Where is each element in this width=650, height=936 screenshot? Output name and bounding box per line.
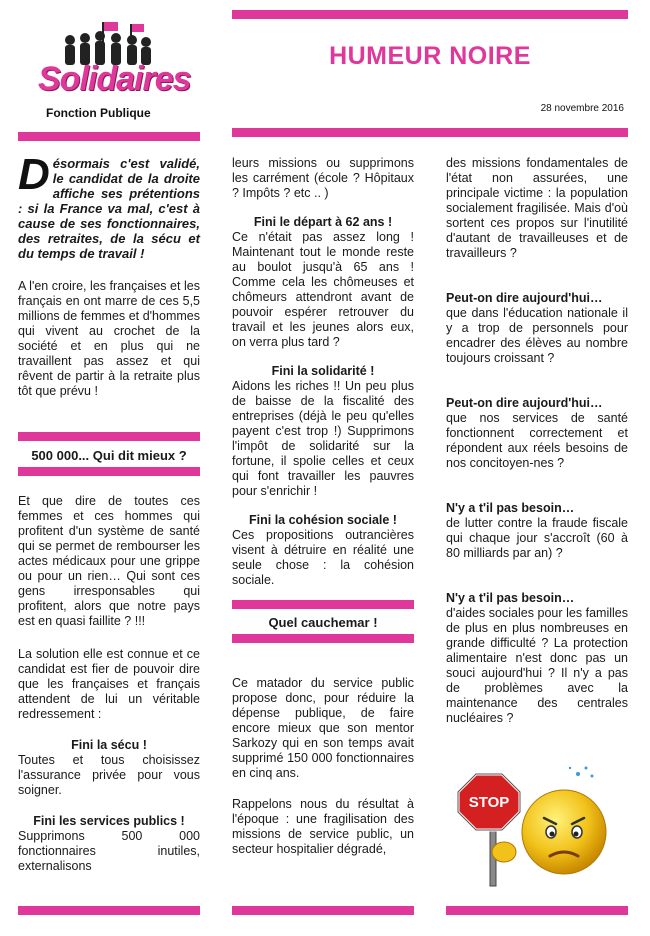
drop-cap: D [18,150,50,199]
intro-paragraph: A l'en croire, les françaises et les français en ont marre de ces 5,5 millions de femmes et d'hommes qui vivent au crochet de la société et en plus qui ne travaillent pas assez et qui rêvent de partir à la retraite plus tôt que prévu ! [18,279,200,398]
continued-paragraph-3: des missions fondamentales de l'état non assurées, une principale victime : la population socialement fragilisée. Mais d'où sortent ces propos sur l'inutilité d'autant de travailleuses et de travailleurs ? [446,156,628,260]
question-1-head: Peut-on dire aujourd'hui… [446,291,603,305]
heading-fini-services: Fini les services publics ! [33,814,185,828]
services-paragraph: Supprimons 500 000 fonctionnaires inutiles, externalisons [18,829,200,873]
question-4-head: N'y a t'il pas besoin… [446,591,575,605]
footer-bar-col2 [232,906,414,915]
section-bar-top-col2 [232,600,414,609]
stop-smiley-illustration [446,752,628,892]
column-2-lower [232,676,414,857]
publication-date: 28 novembre 2016 [540,103,624,114]
question-3-head: N'y a t'il pas besoin… [446,501,575,515]
cohesion-paragraph: Ces propositions outrancières visent à détruire en réalité une seule chose : la cohésion sociale. [232,528,414,587]
column-3 [446,156,628,726]
section-bar-bottom-col2 [232,634,414,643]
header-divider-left [18,132,200,141]
column-1-lower [18,494,200,874]
lead-text: ésormais c'est validé, le candidat de la droite affiche ses prétentions : si la France va mal, c'est à cause de ses fonctionnaires, des retraites, de la sécu et du temps de travail ! [18,156,200,261]
matador-paragraph: Ce matador du service public propose donc, pour réduire la dépense publique, de faire encore mieux que son mentor Sarkozy qui en son temps avait supprimé 150 000 fonctionnaires en cinq ans. [232,676,414,780]
solidarite-paragraph: Aidons les riches !! Un peu plus de baisse de la fiscalité des entreprises (déjà le peu qu'elles payent c'est trop !) Supprimons l'impôt de solidarité sur la fortune, il spolie celles et ceux qui font travailler les pauvres pour s'enrichir ! [232,379,414,498]
heading-fini-solidarite: Fini la solidarité ! [271,364,375,378]
smiley-face-icon [522,790,606,874]
heading-fini-secu: Fini la sécu ! [71,738,147,752]
secu-paragraph: Toutes et tous choisissez l'assurance privée pour vous soigner. [18,753,200,797]
solidaires-logo [30,18,190,128]
solution-paragraph: La solution elle est connue et ce candidat est fier de pouvoir dire que les françaises et français attendent de lui un véritable redressement : [18,647,200,721]
lead-paragraph [18,150,200,261]
header-divider-right [232,128,628,137]
page-title: HUMEUR NOIRE [329,42,531,70]
section-title-cauchemar: Quel cauchemar ! [268,615,378,630]
question-4-body: d'aides sociales pour les familles de plus en plus nombreuses en grande difficulté ? La protection alimentaire n'est donc pas un souci aujourd'hui ? Il n'y a pas de problèmes avec la maintenance des centrales nucléaires ? [446,606,628,725]
footer-bar-col1 [18,906,200,915]
sparkle-icon [569,767,594,778]
top-bar-right [232,10,628,19]
hand-icon [492,842,516,862]
footer-bar-col3 [446,906,628,915]
question-1-body: que dans l'éducation nationale il y a trop de personnels pour encadrer des élèves au nombre toujours croissant ? [446,306,628,365]
heading-fini-cohesion: Fini la cohésion sociale ! [249,513,397,527]
logo-subtitle: Fonction Publique [46,106,151,120]
question-2-head: Peut-on dire aujourd'hui… [446,396,603,410]
section-bar-bottom-col1 [18,467,200,476]
column-1 [18,150,200,399]
rappel-paragraph: Rappelons nous du résultat à l'époque : une fragilisation des missions de service public, un secteur hospitalier dégradé, [232,797,414,856]
depart-paragraph: Ce n'était pas assez long ! Maintenant tout le monde reste au boulot jusqu'à 65 ans ! Comme cela les chômeuses et chômeurs attendront avant de pouvoir espérer retrouver du travail et les jeunes alors eux, on verra plus tard ? [232,230,414,349]
continued-paragraph: leurs missions ou supprimons les carrément (école ? Hôpitaux ? Impôts ? etc .. ) [232,156,414,200]
health-paragraph: Et que dire de toutes ces femmes et ces hommes qui profitent d'un système de santé qui se permet de rembourser les actes médicaux pour une grippe ou pour un rien… Qui sont ces gens irresponsables qui profitent, alors que notre pays est en quasi faillite ? !!! [18,494,200,628]
heading-fini-depart: Fini le départ à 62 ans ! [253,215,393,229]
section-bar-top-col1 [18,432,200,441]
question-2-body: que nos services de santé fonctionnent correctement et répondent aux réels besoins de nos concitoyen-nes ? [446,411,628,470]
stop-sign-text: STOP [468,794,510,811]
question-3-body: de lutter contre la fraude fiscale qui chaque jour s'accroît (60 à 80 milliards par an) ? [446,516,628,560]
section-title-500000: 500 000... Qui dit mieux ? [31,448,187,463]
logo-wordmark: Solidaires [38,60,191,98]
column-2 [232,156,414,588]
